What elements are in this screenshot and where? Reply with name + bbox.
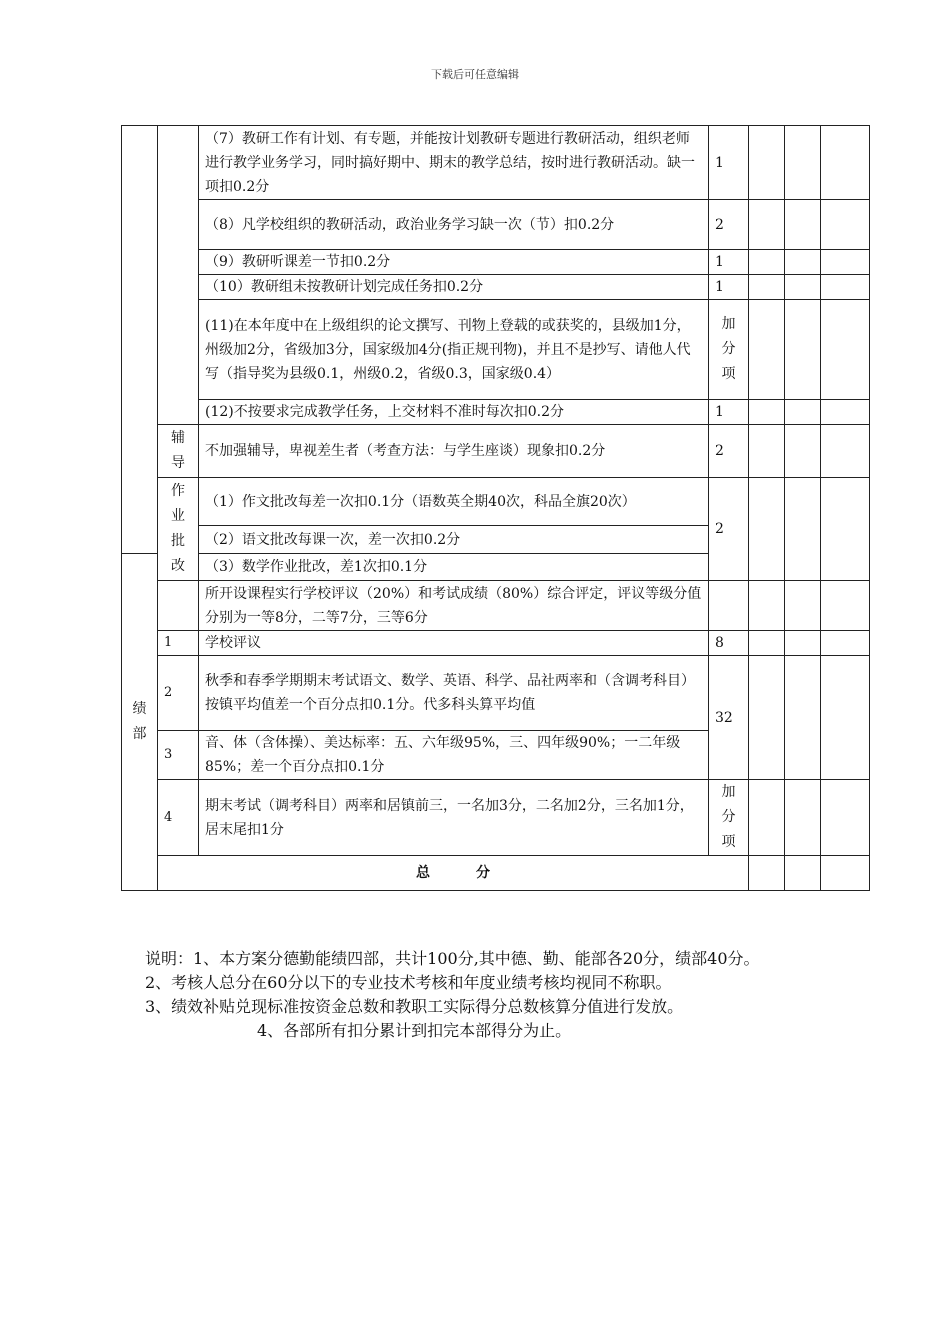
blank-cell	[785, 400, 821, 425]
blank-cell	[785, 126, 821, 200]
blank-cell	[749, 478, 785, 581]
points-cell: 32	[709, 656, 749, 780]
points-cell: 1	[709, 250, 749, 275]
criteria-text: 期末考试（调考科目）两率和居镇前三，一名加3分，二名加2分，三名加1分，居末尾扣1分	[199, 780, 709, 856]
page-header: 下载后可任意编辑	[431, 68, 519, 81]
category-cell	[158, 126, 199, 425]
section-label-perf	[122, 554, 158, 891]
total-label-part: 总	[416, 865, 430, 881]
note-line: 4、各部所有扣分累计到扣完本部得分为止。	[257, 1021, 572, 1040]
criteria-text: （1）作文批改每差一次扣0.1分（语数英全期40次，科品全旗20次）	[199, 478, 709, 526]
criteria-text: 秋季和春季学期期末考试语文、数学、英语、科学、品社两率和（含调考科目）按镇平均值差一个百分点扣0.1分。代多科头算平均值	[199, 656, 709, 731]
note-line: 2、考核人总分在60分以下的专业技术考核和年度业绩考核均视同不称职。	[145, 973, 672, 992]
criteria-text: (11)在本年度中在上级组织的论文撰写、刊物上登载的或获奖的，县级加1分，州级加2分，省级加3分，国家级加4分(指正规刊物)，并且不是抄写、请他人代写（指导奖为县级0.1，州级0.2，省级0.3，国家级0.4）	[199, 300, 709, 400]
blank-cell	[749, 400, 785, 425]
note-line: 3、绩效补贴兑现标准按资金总数和教职工实际得分总数核算分值进行发放。	[145, 997, 684, 1016]
criteria-text: 音、体（含体操）、美达标率：五、六年级95%，三、四年级90%；一二年级85%；差一个百分点扣0.1分	[199, 731, 709, 780]
blank-cell	[821, 400, 870, 425]
blank-cell	[749, 425, 785, 478]
table-row	[122, 631, 870, 656]
blank-cell	[821, 478, 870, 581]
blank-cell	[785, 856, 821, 891]
points-cell: 8	[709, 631, 749, 656]
blank-cell	[785, 300, 821, 400]
num-cell	[158, 581, 199, 631]
bonus-label: 加分项	[721, 784, 736, 850]
note-line: 说明：1、本方案分德勤能绩四部，共计100分,其中德、勤、能部各20分，绩部40分。	[145, 949, 760, 968]
criteria-text: (12)不按要求完成教学任务，上交材料不准时每次扣0.2分	[199, 400, 709, 425]
blank-cell	[785, 200, 821, 250]
table-row	[122, 656, 870, 731]
points-cell	[709, 300, 749, 400]
total-label	[158, 856, 749, 891]
blank-cell	[821, 581, 870, 631]
table-row	[122, 126, 870, 200]
table-row	[122, 856, 870, 891]
blank-cell	[821, 856, 870, 891]
points-cell: 2	[709, 200, 749, 250]
table-row	[122, 581, 870, 631]
blank-cell	[749, 200, 785, 250]
category-label-homework	[158, 478, 199, 581]
criteria-text: 不加强辅导，卑视差生者（考查方法：与学生座谈）现象扣0.2分	[199, 425, 709, 478]
bonus-label: 加分项	[721, 316, 736, 382]
criteria-text: 所开设课程实行学校评议（20%）和考试成绩（80%）综合评定，评议等级分值分别为一等8分，二等7分，三等6分	[199, 581, 709, 631]
criteria-text: （2）语文批改每课一次，差一次扣0.2分	[199, 526, 709, 554]
score-table	[121, 125, 870, 891]
points-cell: 1	[709, 400, 749, 425]
blank-cell	[785, 250, 821, 275]
section-cell	[122, 126, 158, 554]
blank-cell	[785, 478, 821, 581]
blank-cell	[749, 631, 785, 656]
criteria-text: （3）数学作业批改，差1次扣0.1分	[199, 554, 709, 581]
blank-cell	[749, 656, 785, 780]
points-cell: 2	[709, 425, 749, 478]
blank-cell	[749, 780, 785, 856]
blank-cell	[821, 200, 870, 250]
blank-cell	[785, 780, 821, 856]
blank-cell	[749, 581, 785, 631]
section-label: 绩部	[132, 701, 147, 742]
table-row	[122, 400, 870, 425]
table-row	[122, 300, 870, 400]
blank-cell	[821, 631, 870, 656]
item-number: 2	[158, 656, 199, 731]
table-row	[122, 478, 870, 526]
criteria-text: （7）教研工作有计划、有专题，并能按计划教研专题进行教研活动，组织老师进行教学业务学习，同时搞好期中、期末的教学总结，按时进行教研活动。缺一项扣0.2分	[199, 126, 709, 200]
blank-cell	[821, 126, 870, 200]
blank-cell	[821, 300, 870, 400]
blank-cell	[785, 581, 821, 631]
blank-cell	[785, 425, 821, 478]
category-label: 作业批改	[171, 483, 185, 574]
item-number: 3	[158, 731, 199, 780]
points-cell: 2	[709, 478, 749, 581]
blank-cell	[821, 425, 870, 478]
blank-cell	[785, 656, 821, 780]
table-row	[122, 200, 870, 250]
blank-cell	[785, 275, 821, 300]
blank-cell	[821, 250, 870, 275]
table-row	[122, 780, 870, 856]
blank-cell	[749, 300, 785, 400]
blank-cell	[821, 656, 870, 780]
category-label-tutor	[158, 425, 199, 478]
blank-cell	[749, 856, 785, 891]
blank-cell	[821, 780, 870, 856]
criteria-text: （8）凡学校组织的教研活动，政治业务学习缺一次（节）扣0.2分	[199, 200, 709, 250]
criteria-text: （9）教研听课差一节扣0.2分	[199, 250, 709, 275]
blank-cell	[709, 581, 749, 631]
blank-cell	[785, 631, 821, 656]
item-number: 4	[158, 780, 199, 856]
table-row	[122, 425, 870, 478]
table-row	[122, 275, 870, 300]
table-row	[122, 250, 870, 275]
criteria-text: 学校评议	[199, 631, 709, 656]
item-number: 1	[158, 631, 199, 656]
points-cell: 1	[709, 275, 749, 300]
category-label: 辅导	[171, 430, 185, 471]
notes-section	[145, 947, 825, 1043]
blank-cell	[749, 275, 785, 300]
blank-cell	[749, 250, 785, 275]
blank-cell	[821, 275, 870, 300]
total-label-part: 分	[476, 865, 490, 881]
points-cell: 1	[709, 126, 749, 200]
points-cell	[709, 780, 749, 856]
blank-cell	[749, 126, 785, 200]
criteria-text: （10）教研组未按教研计划完成任务扣0.2分	[199, 275, 709, 300]
